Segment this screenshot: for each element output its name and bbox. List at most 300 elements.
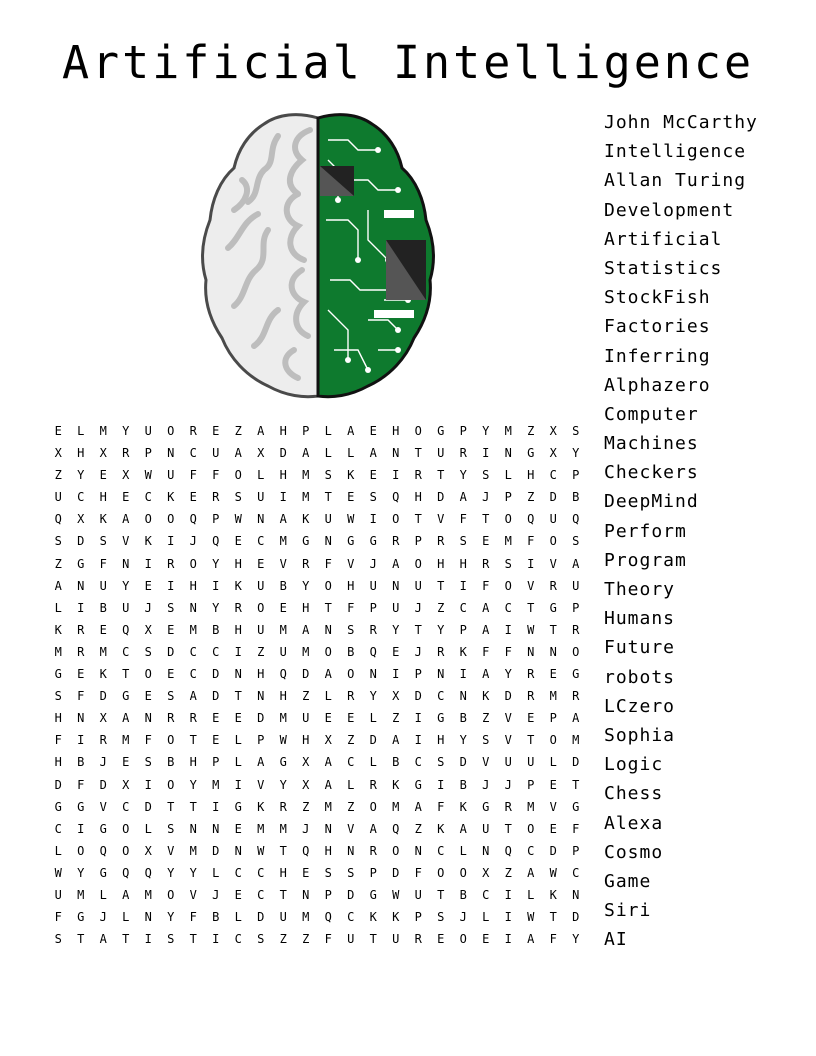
grid-letter: Q bbox=[572, 512, 580, 527]
grid-letter: D bbox=[369, 733, 377, 748]
word-list-item: Machines bbox=[604, 433, 699, 455]
grid-letter: W bbox=[144, 468, 152, 483]
grid-letter: C bbox=[257, 865, 265, 880]
grid-letter: B bbox=[392, 755, 400, 770]
grid-letter: Q bbox=[212, 534, 220, 549]
grid-letter: A bbox=[482, 600, 490, 615]
grid-letter: A bbox=[482, 622, 490, 637]
grid-letter: X bbox=[54, 446, 62, 461]
grid-letter: Z bbox=[347, 799, 355, 814]
grid-letter: H bbox=[279, 424, 287, 438]
grid-letter: K bbox=[459, 799, 467, 814]
grid-letter: S bbox=[54, 932, 62, 947]
grid-letter: Y bbox=[392, 622, 400, 637]
grid-letter: T bbox=[527, 600, 535, 615]
grid-letter: L bbox=[122, 910, 130, 925]
grid-letter: I bbox=[504, 932, 512, 947]
grid-letter: O bbox=[459, 932, 467, 947]
grid-letter: D bbox=[347, 887, 355, 902]
grid-letter: K bbox=[144, 534, 152, 549]
word-list-item: Chess bbox=[604, 783, 664, 805]
grid-letter: W bbox=[257, 843, 265, 858]
grid-letter: I bbox=[414, 711, 422, 726]
grid-letter: U bbox=[257, 622, 265, 637]
grid-letter: Y bbox=[482, 424, 490, 438]
grid-letter: S bbox=[167, 932, 175, 947]
grid-letter: L bbox=[482, 910, 490, 925]
word-list-item: Alexa bbox=[604, 812, 664, 834]
grid-letter: D bbox=[572, 910, 580, 925]
grid-letter: G bbox=[549, 600, 557, 615]
grid-letter: T bbox=[549, 910, 557, 925]
grid-letter: U bbox=[392, 932, 400, 947]
grid-letter: T bbox=[414, 512, 422, 527]
grid-letter: A bbox=[189, 689, 197, 704]
grid-letter: L bbox=[54, 600, 62, 615]
grid-letter: C bbox=[572, 865, 580, 880]
grid-letter: T bbox=[189, 733, 197, 748]
grid-letter: J bbox=[482, 777, 490, 792]
grid-row bbox=[47, 906, 587, 928]
grid-letter: C bbox=[234, 865, 242, 880]
grid-letter: Q bbox=[302, 843, 310, 858]
grid-letter: Q bbox=[144, 865, 152, 880]
grid-letter: F bbox=[212, 468, 220, 483]
grid-letter: R bbox=[527, 689, 535, 704]
grid-letter: I bbox=[77, 600, 85, 615]
grid-letter: Z bbox=[527, 490, 535, 505]
grid-letter: R bbox=[99, 733, 107, 748]
grid-letter: F bbox=[549, 932, 557, 947]
grid-letter: T bbox=[504, 821, 512, 836]
grid-letter: F bbox=[324, 932, 332, 947]
grid-letter: R bbox=[369, 777, 377, 792]
grid-letter: Y bbox=[77, 865, 85, 880]
grid-letter: U bbox=[144, 424, 152, 438]
grid-letter: E bbox=[549, 821, 557, 836]
grid-letter: I bbox=[482, 446, 490, 461]
grid-letter: O bbox=[504, 512, 512, 527]
grid-letter: N bbox=[459, 689, 467, 704]
grid-letter: N bbox=[77, 578, 85, 593]
grid-letter: U bbox=[572, 578, 580, 593]
grid-letter: F bbox=[504, 644, 512, 659]
grid-letter: S bbox=[347, 622, 355, 637]
grid-letter: T bbox=[279, 843, 287, 858]
grid-letter: L bbox=[99, 887, 107, 902]
grid-letter: U bbox=[257, 490, 265, 505]
grid-letter: H bbox=[279, 689, 287, 704]
grid-letter: I bbox=[279, 490, 287, 505]
grid-letter: V bbox=[482, 755, 490, 770]
grid-letter: X bbox=[549, 424, 557, 438]
grid-letter: A bbox=[324, 755, 332, 770]
grid-letter: U bbox=[279, 910, 287, 925]
word-list-item: Game bbox=[604, 870, 652, 892]
grid-letter: U bbox=[504, 755, 512, 770]
word-list-item: Sophia bbox=[604, 724, 676, 746]
grid-letter: C bbox=[212, 644, 220, 659]
grid-letter: O bbox=[77, 843, 85, 858]
grid-letter: L bbox=[54, 843, 62, 858]
grid-letter: K bbox=[482, 689, 490, 704]
grid-letter: E bbox=[144, 689, 152, 704]
grid-letter: A bbox=[572, 711, 580, 726]
grid-letter: R bbox=[369, 843, 377, 858]
grid-letter: Z bbox=[504, 865, 512, 880]
grid-letter: Y bbox=[212, 556, 220, 571]
word-list-item: Logic bbox=[604, 754, 664, 776]
grid-letter: X bbox=[302, 755, 310, 770]
grid-letter: G bbox=[279, 755, 287, 770]
grid-letter: E bbox=[167, 622, 175, 637]
grid-letter: U bbox=[414, 887, 422, 902]
grid-letter: F bbox=[527, 534, 535, 549]
grid-letter: H bbox=[279, 865, 287, 880]
grid-letter: N bbox=[324, 821, 332, 836]
grid-letter: E bbox=[279, 600, 287, 615]
grid-letter: O bbox=[167, 733, 175, 748]
grid-letter: A bbox=[459, 821, 467, 836]
grid-letter: U bbox=[414, 578, 422, 593]
grid-letter: D bbox=[414, 689, 422, 704]
grid-letter: A bbox=[527, 932, 535, 947]
grid-letter: L bbox=[347, 446, 355, 461]
grid-letter: F bbox=[437, 799, 445, 814]
grid-letter: G bbox=[54, 667, 62, 682]
grid-letter: I bbox=[459, 667, 467, 682]
grid-letter: L bbox=[324, 446, 332, 461]
grid-letter: H bbox=[437, 733, 445, 748]
grid-row bbox=[47, 442, 587, 464]
grid-letter: Z bbox=[392, 711, 400, 726]
grid-letter: L bbox=[459, 843, 467, 858]
grid-letter: A bbox=[414, 799, 422, 814]
grid-letter: X bbox=[122, 777, 130, 792]
grid-letter: V bbox=[347, 821, 355, 836]
grid-letter: O bbox=[392, 512, 400, 527]
grid-letter: R bbox=[189, 711, 197, 726]
grid-letter: K bbox=[392, 777, 400, 792]
grid-letter: P bbox=[324, 887, 332, 902]
grid-letter: O bbox=[414, 556, 422, 571]
grid-letter: M bbox=[144, 887, 152, 902]
grid-letter: K bbox=[54, 622, 62, 637]
grid-letter: O bbox=[144, 512, 152, 527]
grid-letter: Q bbox=[189, 512, 197, 527]
grid-letter: W bbox=[54, 865, 62, 880]
grid-letter: Q bbox=[99, 843, 107, 858]
grid-letter: S bbox=[504, 556, 512, 571]
grid-letter: O bbox=[369, 799, 377, 814]
grid-letter: V bbox=[504, 711, 512, 726]
grid-letter: K bbox=[369, 910, 377, 925]
grid-letter: B bbox=[279, 578, 287, 593]
grid-letter: G bbox=[369, 887, 377, 902]
grid-letter: V bbox=[167, 843, 175, 858]
word-list-item: Checkers bbox=[604, 462, 699, 484]
grid-letter: M bbox=[279, 534, 287, 549]
grid-row bbox=[47, 530, 587, 552]
grid-letter: I bbox=[77, 733, 85, 748]
grid-letter: Q bbox=[527, 512, 535, 527]
grid-letter: M bbox=[257, 821, 265, 836]
grid-row bbox=[47, 818, 587, 840]
grid-letter: O bbox=[167, 777, 175, 792]
grid-row bbox=[47, 774, 587, 796]
grid-letter: U bbox=[392, 600, 400, 615]
grid-row bbox=[47, 685, 587, 707]
grid-letter: N bbox=[549, 644, 557, 659]
grid-letter: E bbox=[437, 932, 445, 947]
grid-letter: H bbox=[54, 755, 62, 770]
grid-letter: E bbox=[54, 424, 62, 438]
grid-letter: Z bbox=[482, 711, 490, 726]
grid-letter: D bbox=[549, 490, 557, 505]
grid-letter: P bbox=[414, 667, 422, 682]
word-list-item: AI bbox=[604, 929, 628, 951]
grid-letter: J bbox=[414, 644, 422, 659]
grid-letter: Y bbox=[279, 777, 287, 792]
grid-letter: B bbox=[459, 777, 467, 792]
grid-letter: I bbox=[392, 468, 400, 483]
grid-letter: E bbox=[234, 821, 242, 836]
grid-letter: P bbox=[212, 755, 220, 770]
grid-letter: W bbox=[234, 512, 242, 527]
grid-letter: B bbox=[212, 622, 220, 637]
grid-letter: A bbox=[257, 755, 265, 770]
word-list-item: Perform bbox=[604, 520, 687, 542]
grid-row bbox=[47, 420, 587, 442]
grid-letter: N bbox=[77, 711, 85, 726]
grid-letter: N bbox=[392, 446, 400, 461]
grid-letter: V bbox=[257, 777, 265, 792]
grid-letter: J bbox=[482, 490, 490, 505]
grid-letter: P bbox=[257, 733, 265, 748]
grid-letter: E bbox=[234, 887, 242, 902]
grid-letter: S bbox=[572, 534, 580, 549]
grid-letter: R bbox=[527, 667, 535, 682]
grid-letter: M bbox=[302, 468, 310, 483]
word-list-item: Cosmo bbox=[604, 841, 664, 863]
grid-letter: M bbox=[324, 799, 332, 814]
grid-letter: K bbox=[459, 644, 467, 659]
grid-letter: U bbox=[369, 578, 377, 593]
grid-letter: K bbox=[167, 490, 175, 505]
grid-letter: E bbox=[99, 468, 107, 483]
grid-letter: S bbox=[437, 755, 445, 770]
grid-letter: T bbox=[167, 799, 175, 814]
grid-letter: C bbox=[189, 644, 197, 659]
grid-letter: R bbox=[572, 689, 580, 704]
grid-letter: X bbox=[482, 865, 490, 880]
grid-letter: J bbox=[414, 600, 422, 615]
grid-letter: L bbox=[212, 865, 220, 880]
grid-letter: E bbox=[527, 711, 535, 726]
grid-letter: C bbox=[347, 755, 355, 770]
grid-letter: T bbox=[414, 446, 422, 461]
grid-letter: O bbox=[234, 468, 242, 483]
grid-letter: H bbox=[54, 711, 62, 726]
grid-letter: Q bbox=[279, 667, 287, 682]
grid-letter: D bbox=[302, 667, 310, 682]
grid-letter: S bbox=[437, 910, 445, 925]
grid-letter: M bbox=[302, 910, 310, 925]
grid-letter: E bbox=[144, 578, 152, 593]
grid-letter: D bbox=[459, 755, 467, 770]
grid-letter: P bbox=[459, 424, 467, 438]
grid-letter: Y bbox=[189, 777, 197, 792]
grid-letter: H bbox=[234, 556, 242, 571]
grid-letter: O bbox=[549, 534, 557, 549]
grid-row bbox=[47, 553, 587, 575]
grid-letter: B bbox=[459, 887, 467, 902]
grid-letter: A bbox=[369, 446, 377, 461]
grid-letter: I bbox=[527, 556, 535, 571]
grid-letter: U bbox=[279, 644, 287, 659]
grid-letter: T bbox=[527, 733, 535, 748]
grid-letter: N bbox=[527, 644, 535, 659]
grid-row bbox=[47, 508, 587, 530]
word-list-item: DeepMind bbox=[604, 491, 699, 513]
grid-letter: S bbox=[369, 490, 377, 505]
grid-letter: R bbox=[482, 556, 490, 571]
grid-letter: W bbox=[392, 887, 400, 902]
grid-letter: P bbox=[212, 512, 220, 527]
grid-letter: B bbox=[77, 755, 85, 770]
grid-letter: C bbox=[459, 600, 467, 615]
grid-letter: T bbox=[324, 490, 332, 505]
grid-letter: F bbox=[482, 644, 490, 659]
grid-letter: Y bbox=[122, 424, 130, 438]
grid-letter: J bbox=[144, 600, 152, 615]
grid-letter: K bbox=[392, 910, 400, 925]
grid-letter: Y bbox=[572, 446, 580, 461]
grid-letter: E bbox=[347, 490, 355, 505]
grid-row bbox=[47, 928, 587, 950]
grid-letter: E bbox=[347, 711, 355, 726]
grid-letter: M bbox=[122, 733, 130, 748]
grid-letter: R bbox=[414, 468, 422, 483]
grid-letter: F bbox=[572, 821, 580, 836]
grid-letter: S bbox=[99, 534, 107, 549]
grid-letter: K bbox=[234, 578, 242, 593]
grid-letter: C bbox=[504, 600, 512, 615]
grid-letter: K bbox=[302, 512, 310, 527]
grid-letter: A bbox=[459, 490, 467, 505]
grid-letter: T bbox=[324, 600, 332, 615]
grid-letter: G bbox=[234, 799, 242, 814]
grid-letter: A bbox=[122, 711, 130, 726]
grid-letter: C bbox=[527, 843, 535, 858]
grid-letter: S bbox=[144, 644, 152, 659]
grid-letter: M bbox=[527, 799, 535, 814]
grid-letter: T bbox=[279, 887, 287, 902]
grid-letter: T bbox=[437, 578, 445, 593]
grid-letter: R bbox=[369, 622, 377, 637]
grid-letter: W bbox=[527, 622, 535, 637]
grid-row bbox=[47, 486, 587, 508]
grid-letter: O bbox=[167, 424, 175, 438]
grid-letter: L bbox=[369, 711, 377, 726]
grid-letter: L bbox=[234, 755, 242, 770]
grid-letter: Q bbox=[54, 512, 62, 527]
grid-letter: Y bbox=[212, 600, 220, 615]
grid-letter: Q bbox=[392, 490, 400, 505]
grid-letter: O bbox=[347, 667, 355, 682]
grid-letter: P bbox=[144, 446, 152, 461]
grid-letter: C bbox=[77, 490, 85, 505]
grid-letter: C bbox=[414, 755, 422, 770]
grid-letter: R bbox=[167, 556, 175, 571]
grid-letter: G bbox=[302, 534, 310, 549]
grid-letter: K bbox=[347, 468, 355, 483]
grid-letter: H bbox=[347, 578, 355, 593]
grid-letter: Z bbox=[279, 932, 287, 947]
grid-letter: N bbox=[414, 843, 422, 858]
grid-letter: E bbox=[324, 711, 332, 726]
grid-letter: N bbox=[257, 512, 265, 527]
grid-letter: T bbox=[122, 932, 130, 947]
grid-letter: F bbox=[459, 512, 467, 527]
grid-letter: I bbox=[392, 667, 400, 682]
grid-letter: R bbox=[572, 622, 580, 637]
grid-letter: D bbox=[257, 910, 265, 925]
grid-letter: N bbox=[324, 534, 332, 549]
grid-letter: O bbox=[257, 600, 265, 615]
grid-letter: A bbox=[99, 932, 107, 947]
grid-letter: L bbox=[144, 821, 152, 836]
grid-row bbox=[47, 464, 587, 486]
word-list-item: Alphazero bbox=[604, 374, 711, 396]
word-list-item: Humans bbox=[604, 608, 676, 630]
grid-letter: P bbox=[572, 600, 580, 615]
grid-letter: Y bbox=[437, 622, 445, 637]
grid-letter: H bbox=[99, 490, 107, 505]
word-list-item: Artificial bbox=[604, 228, 723, 250]
grid-letter: Q bbox=[392, 821, 400, 836]
grid-letter: N bbox=[167, 446, 175, 461]
grid-letter: M bbox=[302, 644, 310, 659]
grid-letter: M bbox=[77, 887, 85, 902]
grid-letter: X bbox=[144, 843, 152, 858]
grid-letter: Y bbox=[77, 468, 85, 483]
grid-letter: M bbox=[572, 733, 580, 748]
grid-letter: N bbox=[504, 446, 512, 461]
grid-letter: H bbox=[189, 578, 197, 593]
grid-letter: S bbox=[54, 534, 62, 549]
grid-letter: L bbox=[324, 689, 332, 704]
grid-letter: N bbox=[189, 600, 197, 615]
grid-letter: I bbox=[437, 777, 445, 792]
word-list-item: robots bbox=[604, 666, 676, 688]
grid-letter: A bbox=[392, 733, 400, 748]
grid-letter: W bbox=[527, 910, 535, 925]
grid-letter: O bbox=[572, 644, 580, 659]
grid-letter: X bbox=[257, 446, 265, 461]
grid-letter: Y bbox=[167, 910, 175, 925]
grid-letter: C bbox=[234, 932, 242, 947]
grid-letter: F bbox=[54, 910, 62, 925]
page-title: Artificial Intelligence bbox=[61, 36, 755, 89]
grid-letter: M bbox=[189, 843, 197, 858]
grid-letter: A bbox=[122, 512, 130, 527]
grid-letter: N bbox=[212, 821, 220, 836]
grid-letter: A bbox=[324, 667, 332, 682]
word-list-item: Factories bbox=[604, 316, 711, 338]
grid-letter: R bbox=[279, 799, 287, 814]
grid-letter: Z bbox=[302, 799, 310, 814]
